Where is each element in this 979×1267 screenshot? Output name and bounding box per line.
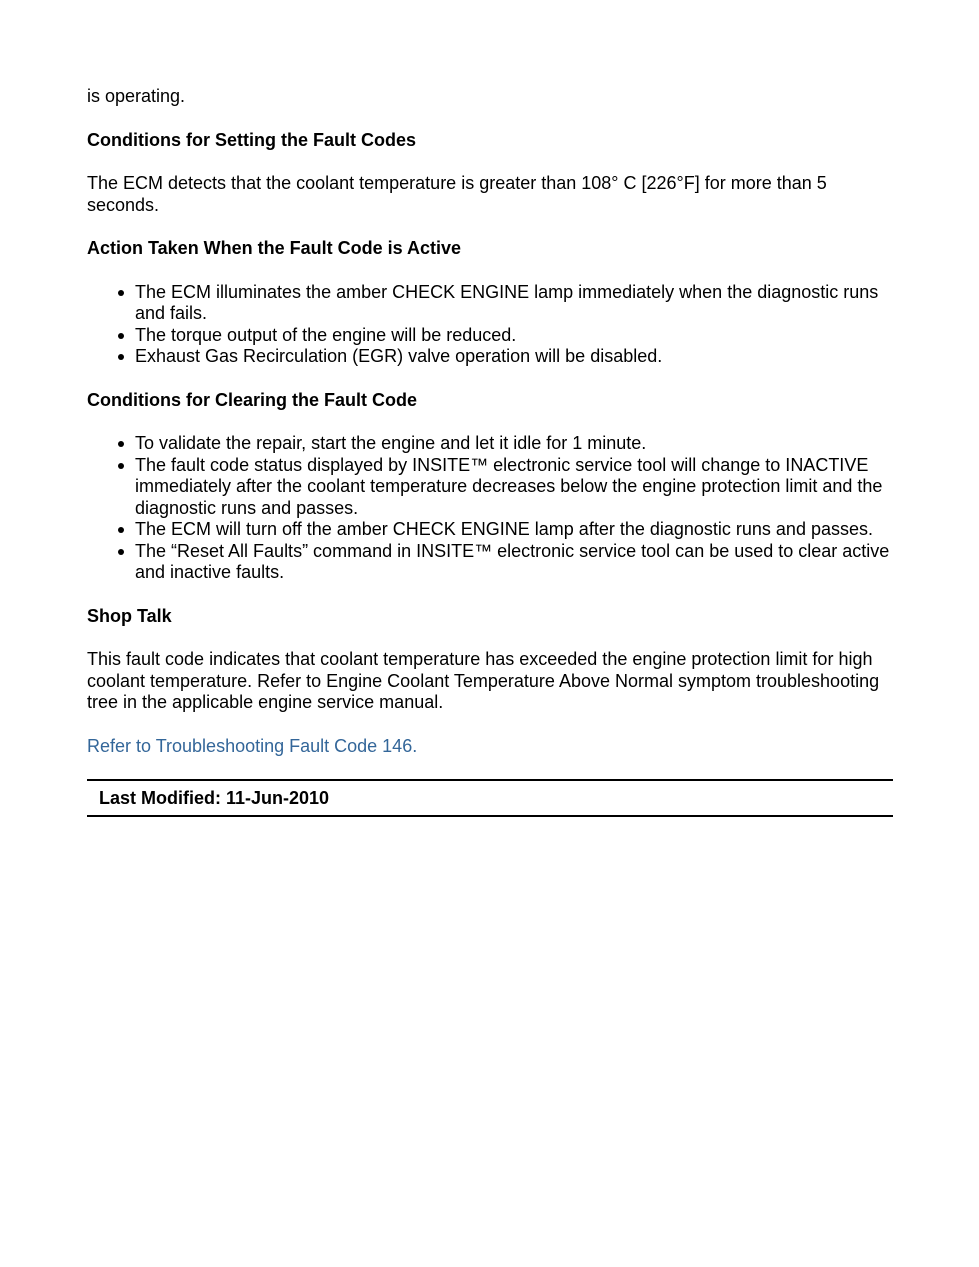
list-item: The ECM illuminates the amber CHECK ENGINE lamp immediately when the diagnostic runs and fails. [135, 282, 893, 325]
last-modified-text: Last Modified: 11-Jun-2010 [99, 788, 330, 808]
list-item: Exhaust Gas Recirculation (EGR) valve operation will be disabled. [135, 346, 893, 368]
action-heading: Action Taken When the Fault Code is Active [87, 238, 462, 258]
list-item: The “Reset All Faults” command in INSITE™ electronic service tool can be used to clear active and inactive faults. [135, 541, 893, 584]
list-item: The fault code status displayed by INSITE™ electronic service tool will change to INACTIVE immediately after the coolant temperature decreases below the engine protection limit and the diagnostic runs and passes. [135, 455, 893, 520]
shop-talk-body: This fault code indicates that coolant temperature has exceeded the engine protection limit for high coolant temperature. Refer to Engine Coolant Temperature Above Normal symptom troubleshooting tree in the applicable engine service manual. [87, 649, 880, 712]
setting-body: The ECM detects that the coolant temperature is greater than 108° C [226°F] for more than 5 seconds. [87, 173, 827, 215]
list-item: To validate the repair, start the engine and let it idle for 1 minute. [135, 433, 893, 455]
troubleshooting-link[interactable]: Refer to Troubleshooting Fault Code 146. [87, 735, 418, 756]
setting-heading: Conditions for Setting the Fault Codes [87, 129, 416, 150]
clearing-heading: Conditions for Clearing the Fault Code [87, 389, 417, 410]
action-list [87, 282, 893, 368]
intro-fragment: is operating. [87, 86, 186, 106]
troubleshooting-link-paragraph [87, 736, 893, 758]
shop-talk-heading: Shop Talk [87, 605, 172, 626]
clearing-list [87, 433, 893, 584]
list-item: The torque output of the engine will be reduced. [135, 325, 893, 347]
list-item: The ECM will turn off the amber CHECK ENGINE lamp after the diagnostic runs and passes. [135, 519, 893, 541]
last-modified-footer [87, 779, 893, 817]
document-page [87, 86, 893, 817]
